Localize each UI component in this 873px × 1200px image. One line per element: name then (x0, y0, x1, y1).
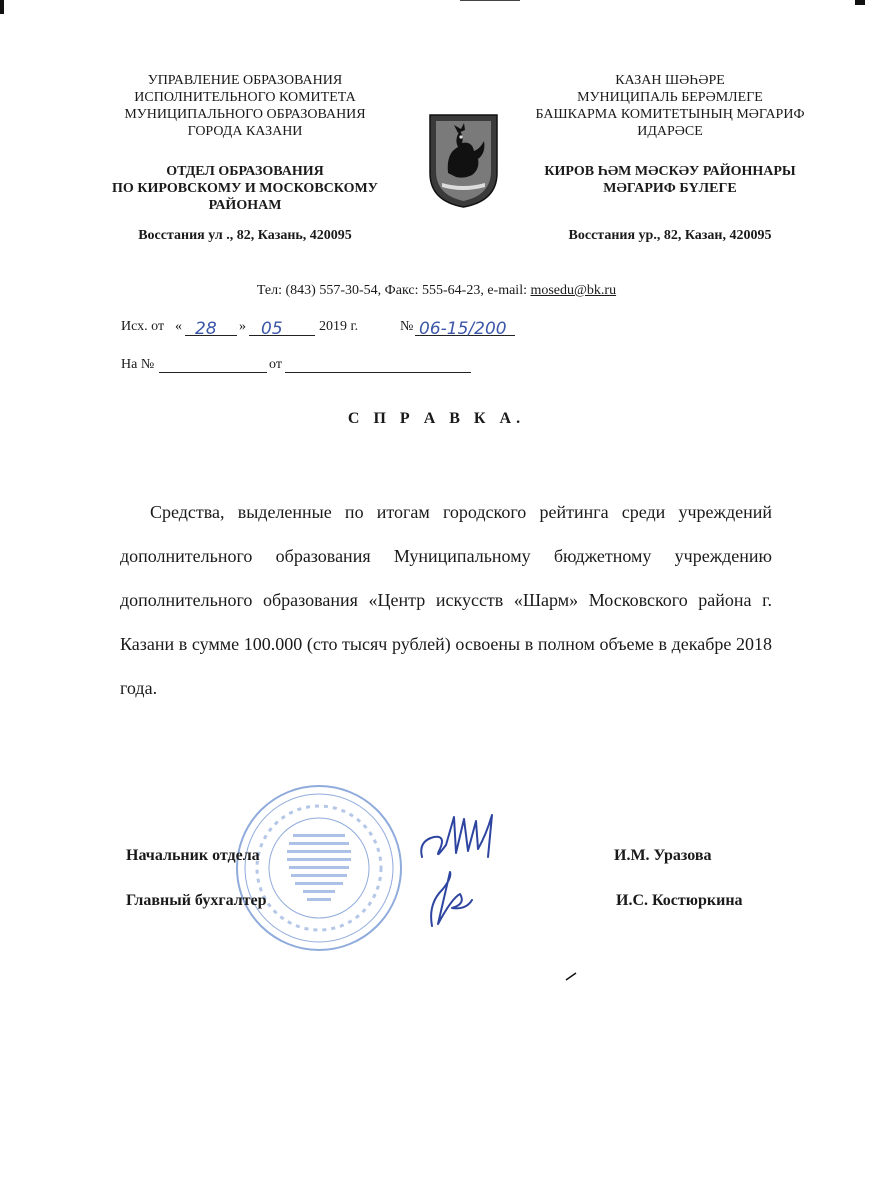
accountant-title: Главный бухгалтер (126, 892, 267, 909)
body-paragraph: Средства, выделенные по итогам городского рейтинга среди учреждений дополнительного образования Муниципальному бюджетному учреждению дополнительного образования «Центр искусств «Шарм» Московского района г. Казани в сумме 100.000 (сто тысяч рублей) освоены в полном объеме в декабре 2018 года. (120, 502, 772, 698)
official-seal (233, 782, 405, 954)
email-link[interactable]: mosedu@bk.ru (530, 283, 617, 298)
incoming-from-label: от (269, 357, 282, 372)
open-quote: « (175, 319, 182, 334)
contact-text: Тел: (843) 557-30-54, Факс: 555-64-23, e-mail: (256, 283, 527, 298)
letterhead-left-line: МУНИЦИПАЛЬНОГО ОБРАЗОВАНИЯ (124, 107, 366, 122)
scan-edge-mark (0, 0, 4, 14)
incoming-reference (121, 355, 521, 377)
scan-edge-mark (855, 0, 865, 5)
outgoing-year: 2019 г. (319, 319, 359, 334)
outgoing-reference (121, 315, 621, 339)
letterhead-left-line: ИСПОЛНИТЕЛЬНОГО КОМИТЕТА (134, 90, 356, 105)
letterhead-right-line: КАЗАН ШӘҺӘРЕ (615, 73, 725, 88)
letterhead-left-line: ГОРОДА КАЗАНИ (187, 124, 303, 139)
address-left: Восстания ул ., 82, Казань, 420095 (138, 228, 352, 243)
head-title: Начальник отдела (126, 847, 260, 864)
outgoing-label: Исх. от (121, 319, 165, 334)
document-title: С П Р А В К А. (347, 410, 526, 427)
department-right-line: КИРОВ ҺӘМ МӘСКӘУ РАЙОННАРЫ (544, 164, 796, 179)
letterhead-left-line: УПРАВЛЕНИЕ ОБРАЗОВАНИЯ (147, 73, 343, 88)
handwritten-day: 28 (195, 319, 217, 339)
letterhead-right-line: БАШКАРМА КОМИТЕТЫНЫҢ МӘГАРИФ (535, 107, 805, 122)
scan-edge-line (460, 0, 520, 1)
letterhead-right-line: МУНИЦИПАЛЬ БЕРӘМЛЕГЕ (577, 90, 763, 105)
number-label: № (400, 319, 414, 334)
address-right: Восстания ур., 82, Казан, 420095 (568, 228, 772, 243)
accountant-name: И.С. Костюркина (616, 892, 743, 909)
pen-mark (565, 968, 577, 978)
accountant-signature (422, 864, 482, 934)
contact-line (0, 283, 873, 299)
letterhead-left (80, 72, 410, 214)
kazan-coat-of-arms (428, 113, 499, 209)
department-left-line: ПО КИРОВСКОМУ И МОСКОВСКОМУ (112, 181, 378, 196)
department-right-line: МӘГАРИФ БҮЛЕГЕ (603, 181, 737, 196)
head-name: И.М. Уразова (614, 847, 712, 864)
department-left-line: ОТДЕЛ ОБРАЗОВАНИЯ (166, 164, 324, 179)
letterhead-right (505, 72, 835, 197)
letterhead-right-line: ИДАРӘСЕ (637, 124, 703, 139)
handwritten-number: 06-15/200 (419, 319, 507, 339)
department-left-line: РАЙОНАМ (208, 198, 282, 213)
close-quote: » (239, 319, 246, 334)
incoming-label: На № (121, 357, 155, 372)
handwritten-month: 05 (261, 319, 283, 339)
